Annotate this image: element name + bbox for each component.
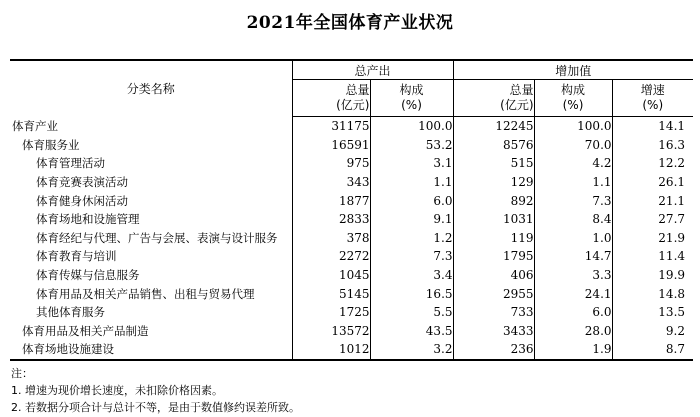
- growth-cell: 11.4: [658, 249, 686, 264]
- category-name-cell: 体育用品及相关产品销售、出租与贸易代理: [10, 284, 292, 303]
- av-share-cell: 24.1: [534, 284, 612, 303]
- note-item: 2. 若数据分项合计与总计不等，是由于数值修约误差所致。: [11, 401, 300, 414]
- table-row: [10, 191, 693, 210]
- category-header: 分类名称: [10, 60, 292, 117]
- sports-industry-table: [10, 59, 693, 361]
- out-total-cell: 13572: [292, 322, 370, 341]
- notes: [11, 365, 300, 416]
- out-share-cell: 16.5: [370, 284, 453, 303]
- av-total-cell: 12245: [453, 117, 534, 136]
- out-share-cell: 9.1: [370, 210, 453, 229]
- category-name-cell: 体育教育与培训: [10, 247, 292, 266]
- out-total-cell: 975: [292, 154, 370, 173]
- added-value-header: 增加值: [453, 60, 693, 80]
- av-share-cell: 14.7: [534, 247, 612, 266]
- av-share-cell: 70.0: [534, 136, 612, 155]
- out-share-cell: 5.5: [370, 303, 453, 322]
- growth-cell: 13.5: [658, 305, 686, 320]
- av-total-cell: 8576: [453, 136, 534, 155]
- growth-cell: 9.2: [665, 323, 686, 338]
- out-share-cell: 6.0: [370, 191, 453, 210]
- out-total-cell: 378: [292, 229, 370, 248]
- value-share-header: 构成 (%): [534, 80, 612, 117]
- out-share-cell: 3.4: [370, 266, 453, 285]
- out-share-cell: 3.1: [370, 154, 453, 173]
- av-share-cell: 8.4: [534, 210, 612, 229]
- av-total-cell: 119: [453, 229, 534, 248]
- growth-cell: 26.1: [658, 175, 686, 190]
- av-share-cell: 1.9: [534, 340, 612, 360]
- table-row: [10, 303, 693, 322]
- av-share-cell: 4.2: [534, 154, 612, 173]
- growth-cell: 14.8: [658, 286, 686, 301]
- header-row-groups: [10, 60, 693, 80]
- category-name-cell: 体育竞赛表演活动: [10, 173, 292, 192]
- out-total-cell: 343: [292, 173, 370, 192]
- out-share-cell: 43.5: [370, 322, 453, 341]
- growth-cell: 27.7: [658, 212, 686, 227]
- category-name-cell: 体育用品及相关产品制造: [10, 322, 292, 341]
- av-share-cell: 28.0: [534, 322, 612, 341]
- out-total-cell: 1877: [292, 191, 370, 210]
- out-total-cell: 5145: [292, 284, 370, 303]
- out-total-cell: 1012: [292, 340, 370, 360]
- out-total-cell: 1045: [292, 266, 370, 285]
- av-total-cell: 236: [453, 340, 534, 360]
- table-row: [10, 322, 693, 341]
- av-total-cell: 3433: [453, 322, 534, 341]
- growth-cell: 12.2: [658, 156, 686, 171]
- category-name-cell: 体育经纪与代理、广告与会展、表演与设计服务: [10, 229, 292, 248]
- total-output-header: 总产出: [292, 60, 453, 80]
- growth-cell: 21.9: [658, 230, 686, 245]
- av-total-cell: 406: [453, 266, 534, 285]
- note-item: 1. 增速为现价增长速度，未扣除价格因素。: [11, 384, 223, 397]
- av-share-cell: 3.3: [534, 266, 612, 285]
- category-name-cell: 体育场地设施建设: [10, 340, 292, 360]
- growth-cell: 16.3: [658, 137, 686, 152]
- category-name-cell: 其他体育服务: [10, 303, 292, 322]
- category-name-cell: 体育传媒与信息服务: [10, 266, 292, 285]
- category-name-cell: 体育产业: [10, 117, 292, 136]
- growth-header: 增速 (%): [612, 80, 693, 117]
- category-name-cell: 体育场地和设施管理: [10, 210, 292, 229]
- av-total-cell: 515: [453, 154, 534, 173]
- page-title: 2021年全国体育产业状况: [246, 13, 454, 33]
- table-row: [10, 266, 693, 285]
- out-share-cell: 1.2: [370, 229, 453, 248]
- category-name-cell: 体育健身休闲活动: [10, 191, 292, 210]
- output-share-header: 构成 (%): [370, 80, 453, 117]
- out-total-cell: 1725: [292, 303, 370, 322]
- value-amount-header: 总量 (亿元): [453, 80, 534, 117]
- growth-cell: 14.1: [658, 119, 686, 134]
- av-share-cell: 6.0: [534, 303, 612, 322]
- notes-label: 注：: [11, 367, 33, 380]
- av-total-cell: 1031: [453, 210, 534, 229]
- av-total-cell: 2955: [453, 284, 534, 303]
- out-share-cell: 1.1: [370, 173, 453, 192]
- table-row: [10, 210, 693, 229]
- table-row: [10, 340, 693, 360]
- table-row: [10, 154, 693, 173]
- av-share-cell: 1.1: [534, 173, 612, 192]
- av-share-cell: 7.3: [534, 191, 612, 210]
- out-share-cell: 53.2: [370, 136, 453, 155]
- out-total-cell: 16591: [292, 136, 370, 155]
- out-total-cell: 2833: [292, 210, 370, 229]
- table-row: [10, 247, 693, 266]
- growth-cell: 8.7: [612, 340, 693, 360]
- out-share-cell: 7.3: [370, 247, 453, 266]
- table-row: [10, 229, 693, 248]
- av-total-cell: 733: [453, 303, 534, 322]
- output-amount-header: 总量 (亿元): [292, 80, 370, 117]
- table-row: [10, 117, 693, 136]
- table-row: [10, 173, 693, 192]
- table-row: [10, 284, 693, 303]
- growth-cell: 21.1: [658, 193, 686, 208]
- growth-cell: 19.9: [658, 268, 686, 283]
- av-share-cell: 100.0: [534, 117, 612, 136]
- av-share-cell: 1.0: [534, 229, 612, 248]
- av-total-cell: 892: [453, 191, 534, 210]
- av-total-cell: 129: [453, 173, 534, 192]
- out-total-cell: 2272: [292, 247, 370, 266]
- category-name-cell: 体育管理活动: [10, 154, 292, 173]
- out-share-cell: 3.2: [370, 340, 453, 360]
- table-body: [10, 117, 693, 360]
- category-name-cell: 体育服务业: [10, 136, 292, 155]
- av-total-cell: 1795: [453, 247, 534, 266]
- out-total-cell: 31175: [292, 117, 370, 136]
- out-share-cell: 100.0: [370, 117, 453, 136]
- table-row: [10, 136, 693, 155]
